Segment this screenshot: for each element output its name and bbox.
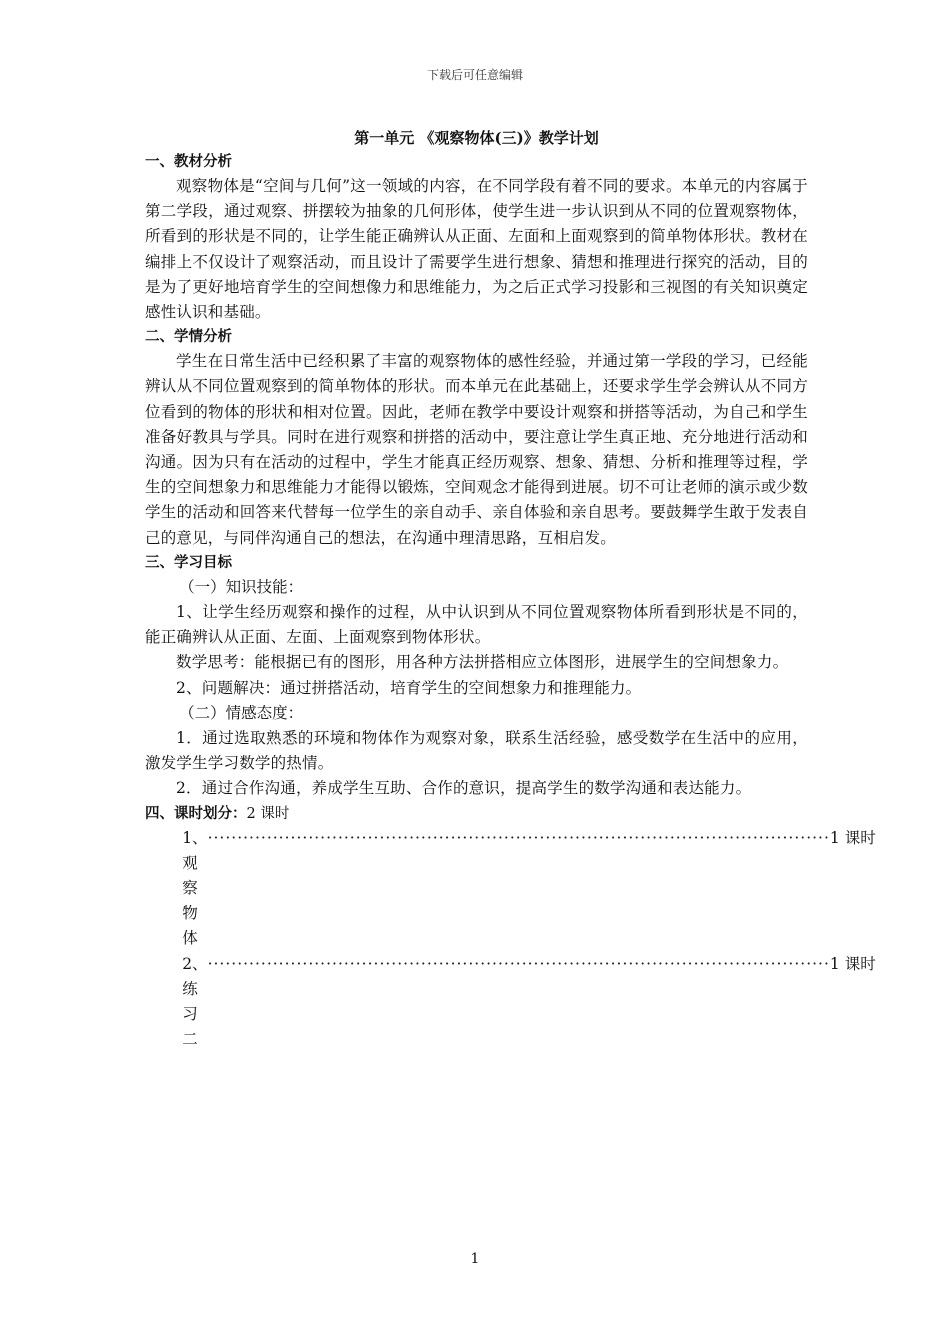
paragraph-attitude-2: 2．通过合作沟通，养成学生互助、合作的意识，提高学生的数学沟通和表达能力。 xyxy=(176,779,752,798)
paragraph-goal-1: 1、让学生经历观察和操作的过程，从中认识到从不同位置观察物体所看到形状是不同的，能正确辨认从正面、左面、上面观察到物体形状。 xyxy=(145,603,808,647)
document-title: 第一单元 《观察物体(三)》教学计划 xyxy=(354,129,599,147)
paragraph-textbook-analysis: 观察物体是“空间与几何”这一领域的内容，在不同学段有着不同的要求。本单元的内容属于第二学段，通过观察、拼摆较为抽象的几何形体，使学生进一步认识到从不同的位置观察物体，所看到的形状是不同的，让学生能正确辨认从正面、左面和上面观察到的简单物体形状。教材在编排上不仅设计了观察活动，而且设计了需要学生进行想象、猜想和推理进行探究的活动，目的是为了更好地培育学生的空间想像力和思维能力，为之后正式学习投影和三视图的有关知识奠定感性认识和基础。 xyxy=(145,177,808,322)
toc-item-hours: 1 课时 xyxy=(829,828,876,847)
toc-item-label: 1、观察物体 xyxy=(182,828,208,948)
toc-leader-dots: ········································································································· xyxy=(207,828,830,847)
header-note: 下载后可任意编辑 xyxy=(426,68,523,82)
lesson-division-total: 2 课时 xyxy=(246,805,290,822)
section-heading-textbook-analysis: 一、教材分析 xyxy=(145,153,232,170)
document-body xyxy=(145,126,876,1053)
paragraph-student-analysis: 学生在日常生活中已经积累了丰富的观察物体的感性经验，并通过第一学段的学习，已经能辨认从不同位置观察到的简单物体的形状。而本单元在此基础上，还要求学生学会辨认从不同方位看到的物体的形状和相对位置。因此，老师在教学中要设计观察和拼搭等活动，为自己和学生准备好教具与学具。同时在进行观察和拼搭的活动中，要注意让学生真正地、充分地进行活动和沟通。因为只有在活动的过程中，学生才能真正经历观察、想象、猜想、分析和推理等过程，学生的空间想象力和思维能力才能得以锻炼，空间观念才能得到进展。切不可让老师的演示或少数学生的活动和回答来代替每一位学生的亲自动手、亲自体验和亲自思考。要鼓舞学生敢于发表自己的意见，与同伴沟通自己的想法，在沟通中理清思路，互相启发。 xyxy=(145,352,808,547)
paragraph-math-thinking: 数学思考：能根据已有的图形，用各种方法拼搭相应立体图形，进展学生的空间想象力。 xyxy=(176,653,789,672)
paragraph-problem-solving: 2、问题解决：通过拼搭活动，培育学生的空间想象力和推理能力。 xyxy=(176,678,642,697)
toc-leader-dots: ········································································································· xyxy=(207,954,830,973)
subheading-knowledge-skills: （一）知识技能： xyxy=(179,577,304,596)
toc-item xyxy=(145,826,876,952)
section-heading-student-analysis: 二、学情分析 xyxy=(145,328,232,346)
subheading-emotion-attitude: （二）情感态度： xyxy=(179,703,304,722)
section-heading-learning-goals: 三、学习目标 xyxy=(145,553,232,571)
page-number: 1 xyxy=(470,1251,480,1267)
toc-item-hours: 1 课时 xyxy=(829,954,876,973)
toc-item xyxy=(145,952,876,1053)
paragraph-attitude-1: 1．通过选取熟悉的环境和物体作为观察对象，联系生活经验，感受数学在生活中的应用，激发学生学习数学的热情。 xyxy=(145,729,808,773)
section-heading-lesson-division xyxy=(145,802,808,826)
lesson-division-label: 四、课时划分： xyxy=(145,804,247,822)
toc-item-label: 2、练习二 xyxy=(182,954,208,1049)
